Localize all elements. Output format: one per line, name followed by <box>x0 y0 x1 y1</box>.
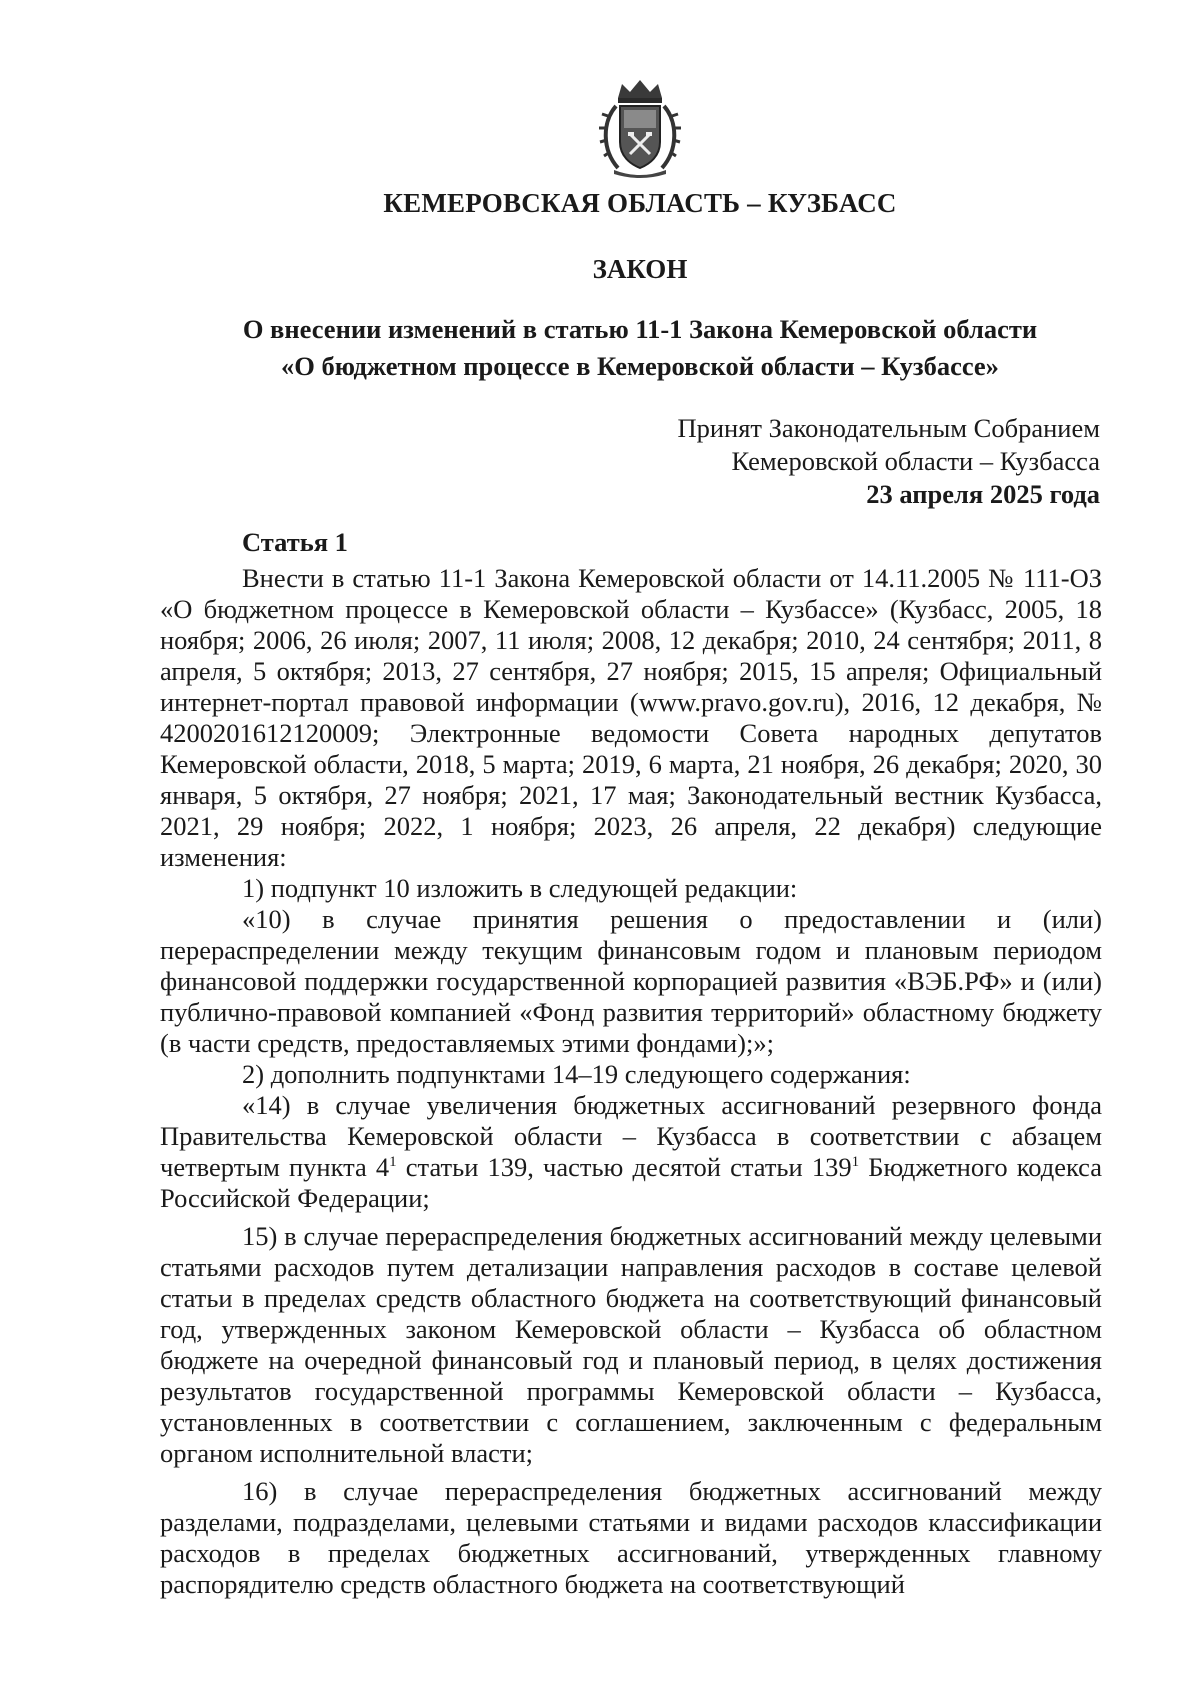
amendment-item-1: 1) подпункт 10 изложить в следующей редакции: <box>242 873 798 903</box>
subpoint-14-text: «14) в случае увеличения бюджетных ассигнований резервного фонда Правительства Кемеровской области – Кузбасса в соответствии с абзацем четвертым пункта 4 <box>160 1090 1102 1182</box>
superscript: 1 <box>389 1154 397 1171</box>
subpoint-14 <box>160 1090 1102 1214</box>
law-subject-line: «О бюджетном процессе в Кемеровской области – Кузбассе» <box>281 351 999 381</box>
superscript: 1 <box>851 1154 860 1171</box>
adoption-region: Кемеровской области – Кузбасса <box>731 446 1100 476</box>
law-subject-line: О внесении изменений в статью 11-1 Закона Кемеровской области <box>242 314 1038 344</box>
article-title: Статья 1 <box>242 527 348 557</box>
subpoint-14-text: Бюджетного кодекса Российской Федерации; <box>160 1152 1103 1213</box>
adoption-body: Принят Законодательным Собранием <box>677 413 1100 443</box>
coat-of-arms-icon <box>596 76 684 180</box>
adoption-date: 23 апреля 2025 года <box>866 479 1100 509</box>
subpoint-15: 15) в случае перераспределения бюджетных ассигнований между целевыми статьями расходов путем детализации направления расходов в составе целевой статьи в пределах средств областного бюджета на соответствующий финансовый год, утвержденных законом Кемеровской области – Кузбасса об областном бюджете на очередной финансовый год и плановый период, в целях достижения результатов государственной программы Кемеровской области – Кузбасса, установленных в соответствии с соглашением, заключенным с федеральным органом исполнительной власти; <box>160 1221 1102 1468</box>
subpoint-16: 16) в случае перераспределения бюджетных ассигнований между разделами, подразделами, целевыми статьями и видами расходов классификации расходов в пределах бюджетных ассигнований, утвержденных главному распорядителю средств областного бюджета на соответствующий <box>160 1476 1102 1599</box>
article-intro: Внести в статью 11-1 Закона Кемеровской области от 14.11.2005 № 111-ОЗ «О бюджетном процессе в Кемеровской области – Кузбассе» (Кузбасс, 2005, 18 ноября; 2006, 26 июля; 2007, 11 июля; 2008, 12 декабря; 2010, 24 сентября; 2011, 8 апреля, 5 октября; 2013, 27 сентября, 27 ноября; 2015, 15 апреля; Официальный интернет-портал правовой информации (www.pravo.gov.ru), 2016, 12 декабря, № 4200201612120009; Электронные ведомости Совета народных депутатов Кемеровской области, 2018, 5 марта; 2019, 6 марта, 21 ноября, 26 декабря; 2020, 30 января, 5 октября, 27 ноября; 2021, 17 мая; Законодательный вестник Кузбасса, 2021, 29 ноября; 2022, 1 ноября; 2023, 26 апреля, 22 декабря) следующие изменения: <box>160 563 1102 872</box>
subpoint-10: «10) в случае принятия решения о предоставлении и (или) перераспределении между текущим финансовым годом и плановым периодом финансовой поддержки государственной корпорацией развития «ВЭБ.РФ» и (или) публично-правовой компанией «Фонд развития территорий» областному бюджету (в части средств, предоставляемых этими фондами);»; <box>160 904 1102 1058</box>
adoption-block <box>677 412 1100 511</box>
document-type: ЗАКОН <box>592 254 688 284</box>
subpoint-14-text: статьи 139, частью десятой статьи 139 <box>396 1152 852 1182</box>
law-subject <box>160 311 1120 385</box>
article-body <box>160 563 1102 1600</box>
amendment-item-2: 2) дополнить подпунктами 14–19 следующего содержания: <box>242 1059 911 1089</box>
region-title: КЕМЕРОВСКАЯ ОБЛАСТЬ – КУЗБАСС <box>383 188 897 218</box>
